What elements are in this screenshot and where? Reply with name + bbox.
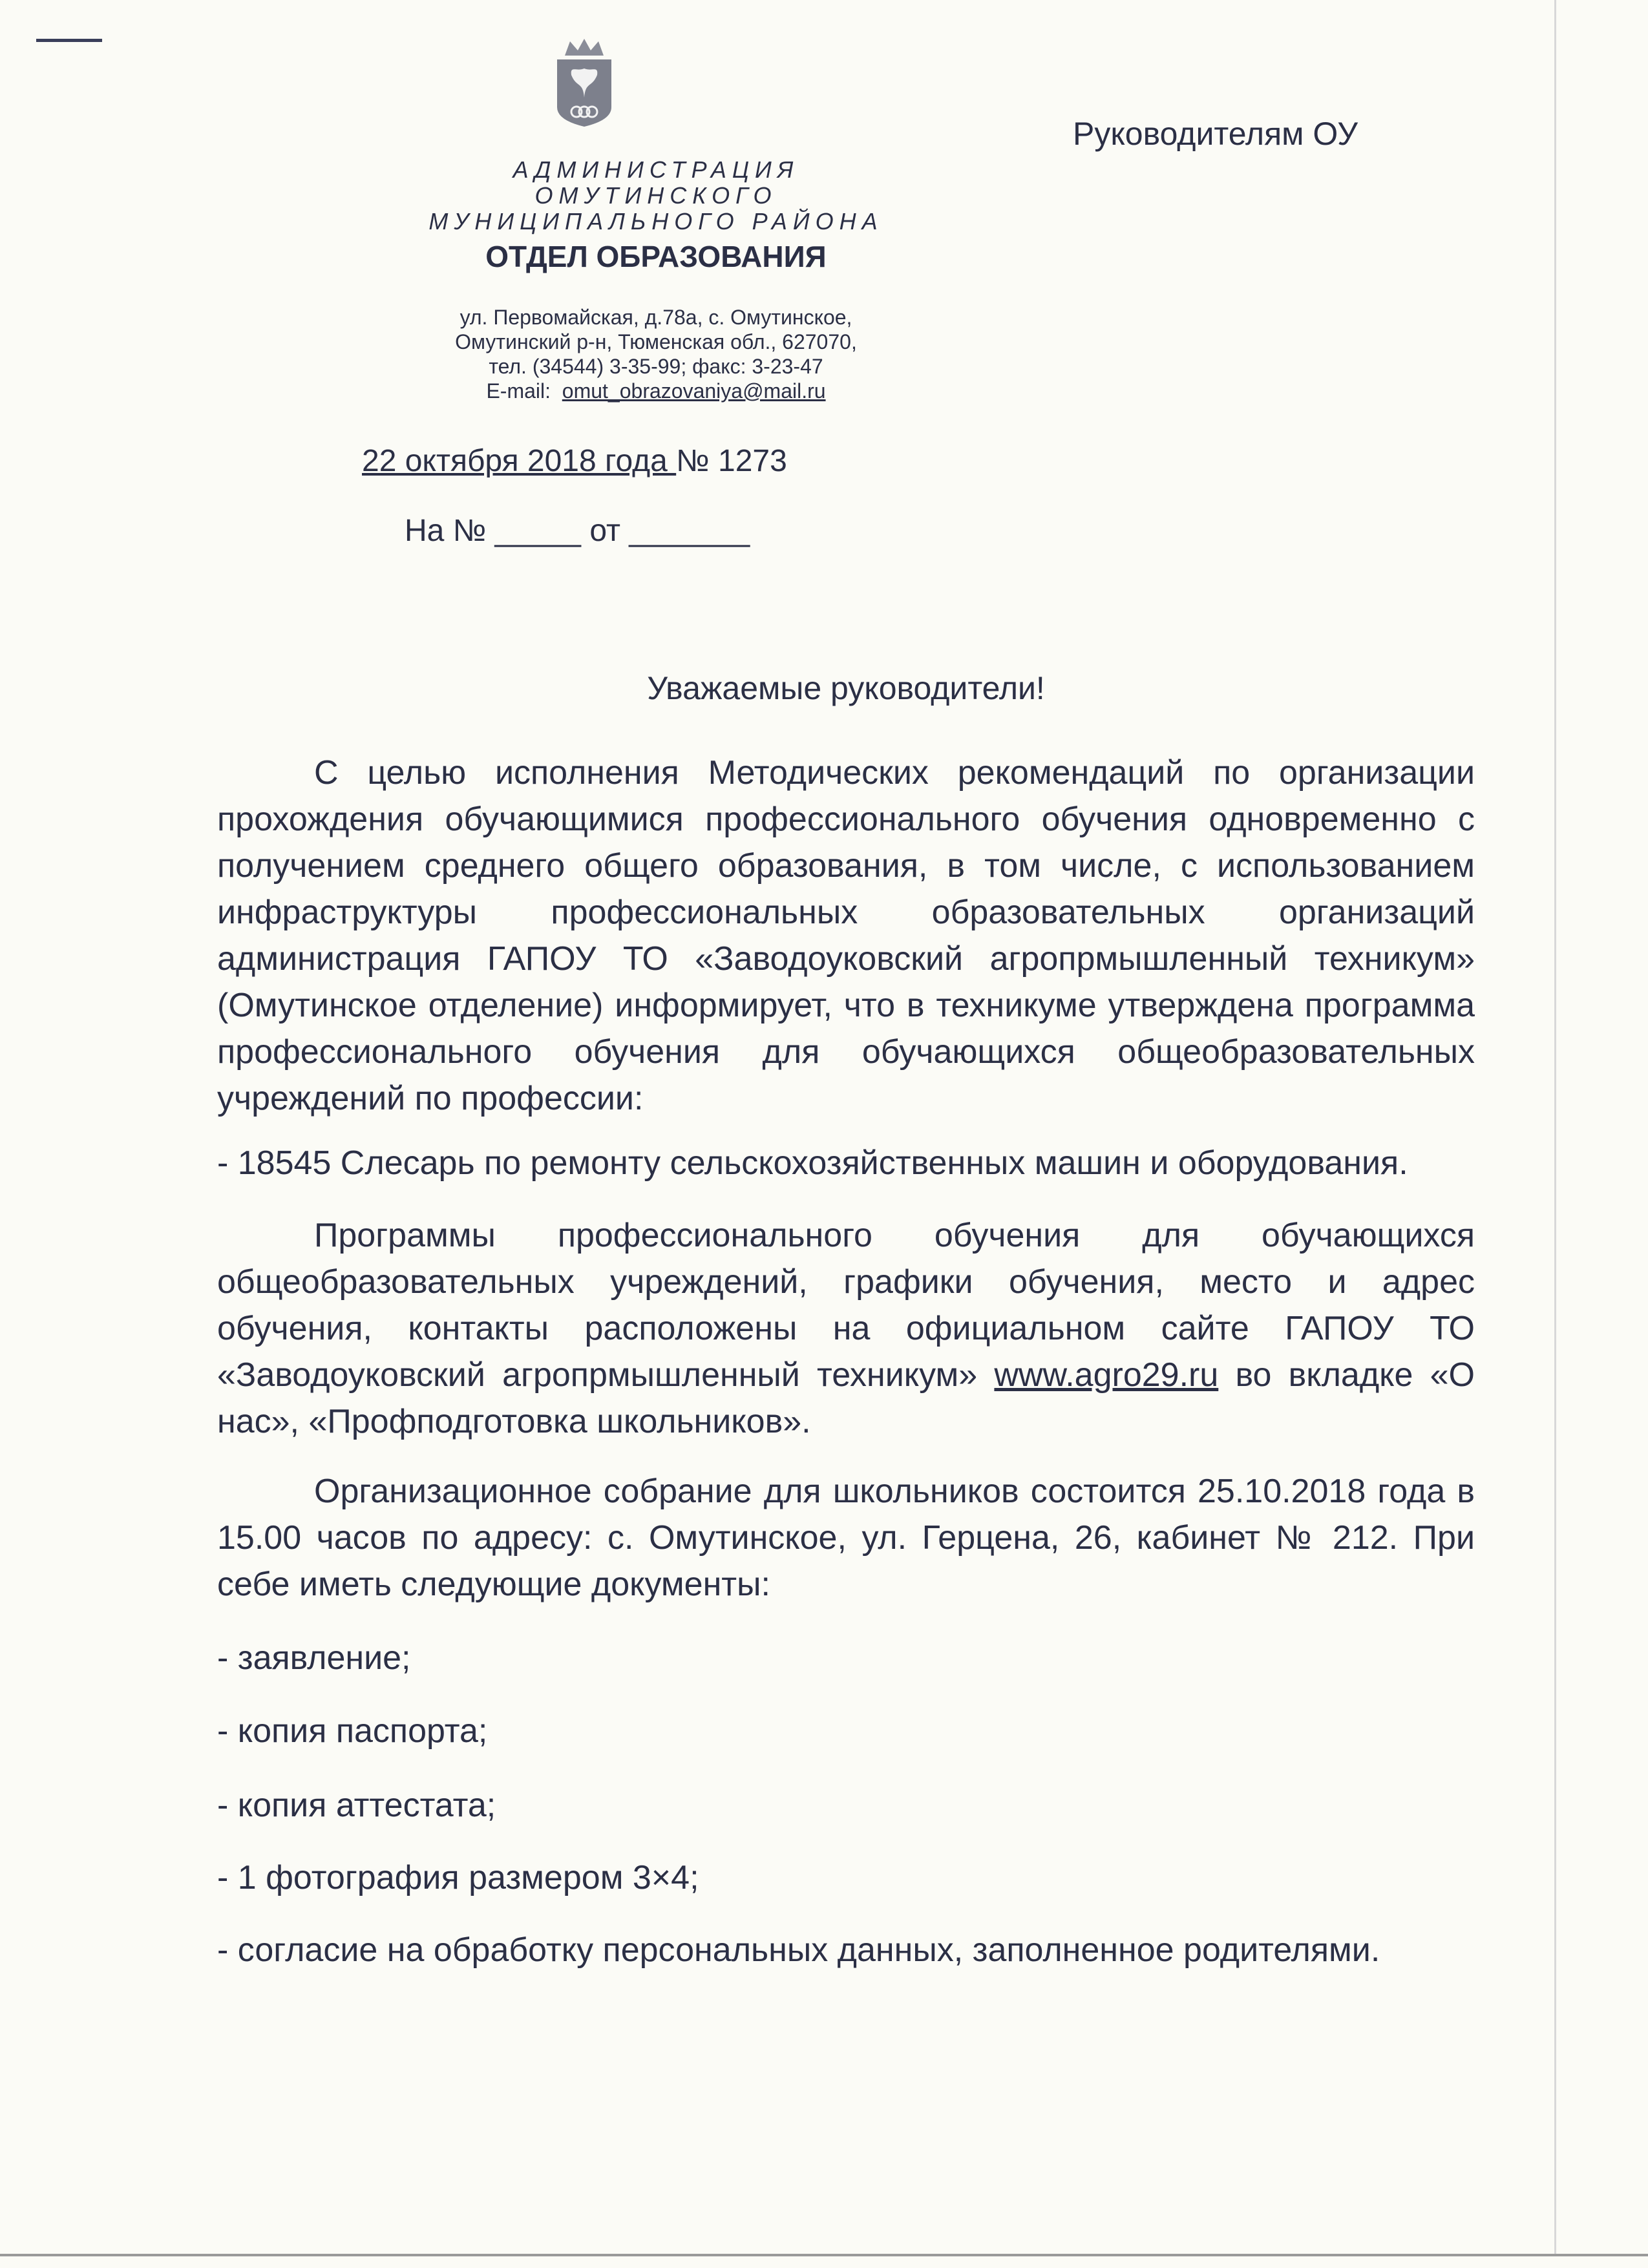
address-line: тел. (34544) 3-35-99; факс: 3-23-47: [489, 355, 823, 378]
coat-of-arms-logo: [551, 36, 618, 133]
paragraph-3-text: Организационное собрание для школьников состоится 25.10.2018 года в 15.00 часов по адресу: с. Омутинское, ул. Герцена, 26, кабинет № 212. При себе иметь следующие документы:: [217, 1473, 1475, 1603]
email-line: [323, 379, 989, 403]
address-block: [323, 305, 989, 403]
department-name: ОТДЕЛ ОБРАЗОВАНИЯ: [485, 240, 827, 273]
profession-item: - 18545 Слесарь по ремонту сельскохозяйственных машин и оборудования.: [217, 1144, 1408, 1182]
greeting: Уважаемые руководители!: [647, 670, 1045, 706]
addressee: Руководителям ОУ: [1073, 116, 1358, 152]
email-link[interactable]: omut_obrazovaniya@mail.ru: [562, 379, 826, 403]
letter-number: № 1273: [676, 444, 787, 478]
reference-line: На № _____ от _______: [405, 514, 750, 548]
paragraph-2-text: Программы профессионального обучения для обучающихся общеобразовательных учреждений, графики обучения, место и адрес обучения, контакты расположены на официальном сайте ГАПОУ ТО «Заводоуковский агропрмышленный техникум»: [217, 1217, 1475, 1394]
page-edge: [1554, 0, 1556, 2255]
org-line: МУНИЦИПАЛЬНОГО РАЙОНА: [428, 208, 883, 235]
email-label: E-mail:: [486, 379, 551, 403]
address-line: ул. Первомайская, д.78а, с. Омутинское,: [460, 306, 852, 329]
letter-date-number: [362, 443, 787, 479]
address-line: Омутинский р-н, Тюменская обл., 627070,: [455, 330, 857, 353]
letter-date: 22 октября 2018 года: [362, 444, 677, 478]
organization-name: [323, 157, 989, 235]
page-bottom-edge: [0, 2254, 1648, 2256]
paragraph-3: [217, 1468, 1475, 1608]
document-item: - копия аттестата;: [217, 1787, 496, 1824]
scan-mark: [36, 39, 102, 42]
document-item: - 1 фотография размером 3×4;: [217, 1859, 699, 1896]
document-item: - копия паспорта;: [217, 1712, 488, 1750]
paragraph-2: [217, 1212, 1475, 1445]
paragraph-1: [217, 750, 1475, 1122]
org-line: ОМУТИНСКОГО: [534, 182, 777, 209]
paragraph-1-text: С целью исполнения Методических рекомендаций по организации прохождения обучающимися профессионального обучения одновременно с получением среднего общего образования, в том числе, с использованием инфраструктуры профессиональных образовательных организаций администрация ГАПОУ ТО «Заводоуковский агропрмышленный техникум» (Омутинское отделение) информирует, что в техникуме утверждена программа профессионального обучения для обучающихся общеобразовательных учреждений по профессии:: [217, 754, 1475, 1117]
document-item: - заявление;: [217, 1639, 411, 1677]
document-item: - согласие на обработку персональных данных, заполненное родителями.: [217, 1931, 1380, 1969]
org-line: АДМИНИСТРАЦИЯ: [512, 156, 799, 183]
paragraph-2-text-end: во вкладке «О нас», «Профподготовка школьников».: [217, 1356, 1475, 1440]
website-link[interactable]: www.agro29.ru: [994, 1356, 1219, 1394]
